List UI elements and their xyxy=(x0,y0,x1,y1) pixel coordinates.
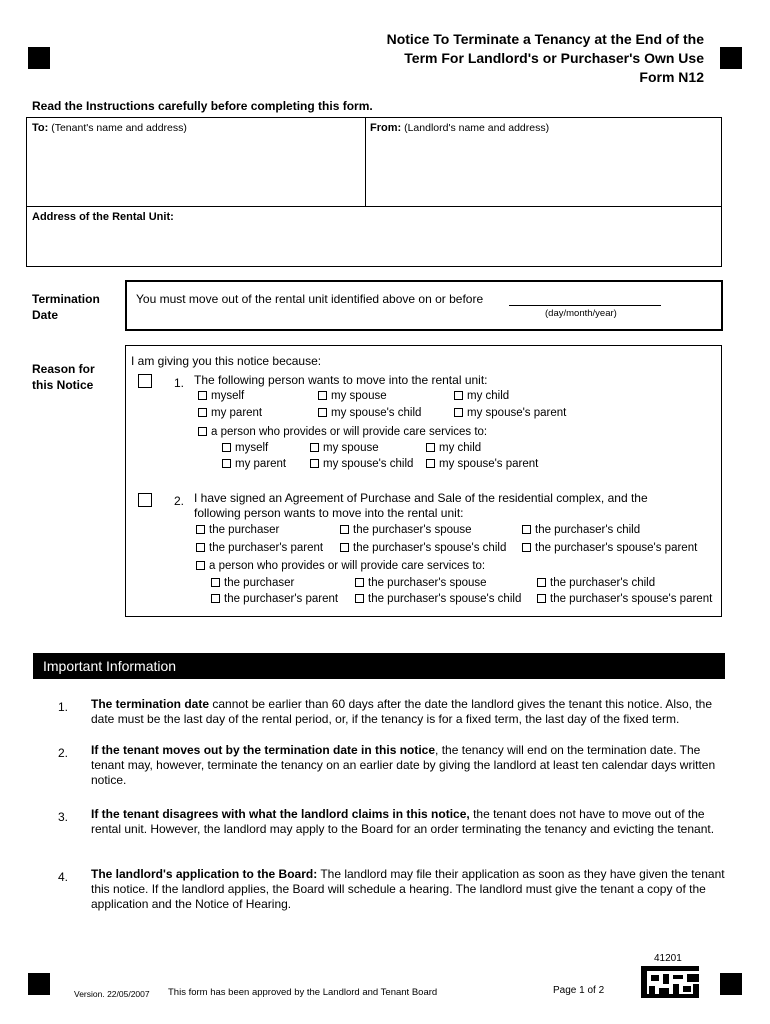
rental-address-field[interactable] xyxy=(32,211,712,263)
checkbox-icon xyxy=(318,391,327,400)
checkbox-icon xyxy=(355,594,364,603)
opt1-care-my-parent[interactable]: my parent xyxy=(222,458,286,470)
reason-1-text: The following person wants to move into the rental unit: xyxy=(194,373,488,387)
barcode-icon xyxy=(641,966,699,998)
checkbox-icon xyxy=(196,561,205,570)
form-title xyxy=(387,30,704,87)
opt1-care-provider[interactable]: a person who provides or will provide care services to: xyxy=(198,426,487,438)
checkbox-icon xyxy=(340,543,349,552)
opt1-my-spouses-child[interactable]: my spouse's child xyxy=(318,407,421,419)
info-4-number: 4. xyxy=(58,870,69,884)
reason-1-number: 1. xyxy=(174,376,185,390)
registration-mark-top-right xyxy=(720,47,742,69)
info-2-number: 2. xyxy=(58,746,69,760)
opt2-purchasers-spouses-child[interactable]: the purchaser's spouse's child xyxy=(340,542,506,554)
date-format-hint: (day/month/year) xyxy=(545,308,617,319)
opt1-care-my-spouses-child[interactable]: my spouse's child xyxy=(310,458,413,470)
opt2-care-provider[interactable]: a person who provides or will provide care services to: xyxy=(196,560,485,572)
checkbox-icon xyxy=(222,459,231,468)
important-info-heading: Important Information xyxy=(33,653,725,679)
opt1-care-my-spouses-parent[interactable]: my spouse's parent xyxy=(426,458,538,470)
parties-divider-h xyxy=(27,206,721,207)
checkbox-icon xyxy=(196,543,205,552)
opt2-purchasers-spouse[interactable]: the purchaser's spouse xyxy=(340,524,472,536)
opt2-purchasers-parent[interactable]: the purchaser's parent xyxy=(196,542,323,554)
reason-2-number: 2. xyxy=(174,494,185,508)
registration-mark-bottom-right xyxy=(720,973,742,995)
title-line-2: Term For Landlord's or Purchaser's Own Use xyxy=(404,50,704,66)
info-3-number: 3. xyxy=(58,810,69,824)
termination-text: You must move out of the rental unit identified above on or before xyxy=(136,292,484,306)
to-hint: (Tenant's name and address) xyxy=(51,122,187,134)
parties-box xyxy=(26,117,722,267)
opt1-my-child[interactable]: my child xyxy=(454,390,509,402)
checkbox-icon xyxy=(196,525,205,534)
opt1-care-my-child[interactable]: my child xyxy=(426,442,481,454)
from-field[interactable] xyxy=(370,122,715,202)
opt2-care-purchasers-spouses-child[interactable]: the purchaser's spouse's child xyxy=(355,593,521,605)
opt2-purchaser[interactable]: the purchaser xyxy=(196,524,279,536)
registration-mark-bottom-left xyxy=(28,973,50,995)
checkbox-icon xyxy=(537,578,546,587)
registration-mark-top-left xyxy=(28,47,50,69)
instructions-text: Read the Instructions carefully before completing this form. xyxy=(32,99,373,113)
checkbox-icon xyxy=(454,391,463,400)
reason-2-text-line-1: I have signed an Agreement of Purchase and Sale of the residential complex, and the xyxy=(194,491,648,505)
checkbox-icon xyxy=(198,408,207,417)
page-number: Page 1 of 2 xyxy=(553,985,605,996)
approval-text: This form has been approved by the Landlord and Tenant Board xyxy=(168,987,438,998)
opt2-care-purchaser[interactable]: the purchaser xyxy=(211,577,294,589)
checkbox-icon xyxy=(426,459,435,468)
from-hint: (Landlord's name and address) xyxy=(404,122,550,134)
checkbox-icon xyxy=(310,459,319,468)
info-4-paragraph: The landlord's application to the Board: The landlord may file their application as soon as they have given the tenant this notice. If the landlord applies, the Board will schedule a hearing. The landlord must give the tenant a copy of the application and the Notice of Hearing. xyxy=(91,867,725,911)
opt2-purchasers-spouses-parent[interactable]: the purchaser's spouse's parent xyxy=(522,542,697,554)
parties-divider-v xyxy=(365,118,366,206)
checkbox-icon xyxy=(355,578,364,587)
checkbox-icon xyxy=(522,543,531,552)
reason-intro: I am giving you this notice because: xyxy=(131,354,322,368)
opt1-care-my-spouse[interactable]: my spouse xyxy=(310,442,379,454)
checkbox-icon xyxy=(310,443,319,452)
checkbox-icon xyxy=(454,408,463,417)
opt2-care-purchasers-parent[interactable]: the purchaser's parent xyxy=(211,593,338,605)
opt1-myself[interactable]: myself xyxy=(198,390,244,402)
info-3-paragraph: If the tenant disagrees with what the landlord claims in this notice, the tenant does not have to move out of the rental unit. However, the landlord may apply to the Board for an order terminating the tenancy and evicting the tenant. xyxy=(91,807,715,836)
to-field[interactable] xyxy=(32,122,362,202)
checkbox-icon xyxy=(318,408,327,417)
opt1-my-parent[interactable]: my parent xyxy=(198,407,262,419)
version-text: Version. 22/05/2007 xyxy=(74,989,150,999)
checkbox-icon xyxy=(222,443,231,452)
info-1-number: 1. xyxy=(58,700,69,714)
from-label: From: xyxy=(370,122,402,134)
checkbox-icon xyxy=(211,578,220,587)
reason-box xyxy=(125,345,722,617)
to-label: To: xyxy=(32,122,49,134)
info-2-paragraph: If the tenant moves out by the termination date in this notice, the tenancy will end on the termination date. The tenant may, however, terminate the tenancy on an earlier date by giving the landlord at least ten calendar days written notice. xyxy=(91,743,716,787)
opt2-care-purchasers-spouses-parent[interactable]: the purchaser's spouse's parent xyxy=(537,593,712,605)
title-line-3: Form N12 xyxy=(639,69,704,85)
reason-2-checkbox[interactable] xyxy=(138,493,152,507)
termination-date-label: Termination Date xyxy=(32,292,100,322)
checkbox-icon xyxy=(340,525,349,534)
termination-box xyxy=(125,280,723,331)
checkbox-icon xyxy=(426,443,435,452)
info-1-paragraph: The termination date cannot be earlier than 60 days after the date the landlord gives the tenant this notice. Also, the date must be the last day of the rental period, or, if the tenancy is for a fixed term, the last day of the fixed term. xyxy=(91,697,713,726)
opt1-my-spouses-parent[interactable]: my spouse's parent xyxy=(454,407,566,419)
opt1-my-spouse[interactable]: my spouse xyxy=(318,390,387,402)
termination-date-input[interactable] xyxy=(509,290,661,306)
rental-address-label: Address of the Rental Unit: xyxy=(32,211,174,223)
opt2-care-purchasers-spouse[interactable]: the purchaser's spouse xyxy=(355,577,487,589)
checkbox-icon xyxy=(198,427,207,436)
checkbox-icon xyxy=(211,594,220,603)
reason-2-text-line-2: following person wants to move into the rental unit: xyxy=(194,506,464,520)
opt2-care-purchasers-child[interactable]: the purchaser's child xyxy=(537,577,655,589)
reason-1-checkbox[interactable] xyxy=(138,374,152,388)
opt1-care-myself[interactable]: myself xyxy=(222,442,268,454)
checkbox-icon xyxy=(198,391,207,400)
opt2-purchasers-child[interactable]: the purchaser's child xyxy=(522,524,640,536)
form-code: 41201 xyxy=(654,953,682,964)
reason-label: Reason for this Notice xyxy=(32,362,95,392)
checkbox-icon xyxy=(522,525,531,534)
checkbox-icon xyxy=(537,594,546,603)
title-line-1: Notice To Terminate a Tenancy at the End of the xyxy=(386,31,704,47)
